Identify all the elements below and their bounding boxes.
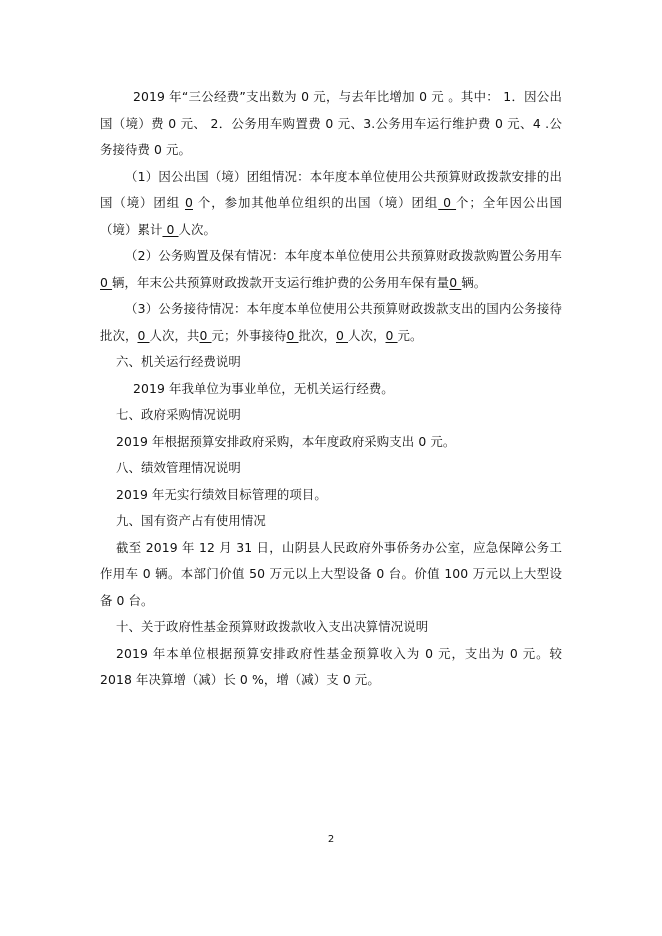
text-run: 元。 <box>166 142 192 157</box>
government-fund-text: 2019 年本单位根据预算安排政府性基金预算收入为 0 元，支出为 0 元。较 2018 年决算增（减）长 0 %，增（减）支 0 元。 <box>100 645 562 687</box>
performance-text: 2019 年无实行绩效目标管理的项目。 <box>116 486 327 502</box>
text-run: 1．因公出国（境）费 <box>100 89 563 131</box>
text-run: 个；全年因公出国（境）累计 <box>100 195 563 237</box>
section-heading-government-fund: 十、关于政府性基金预算财政拨款收入支出决算情况说明 <box>116 619 429 634</box>
underlined-value: 0 <box>137 327 150 343</box>
underlined-value: 0 <box>286 327 299 343</box>
text-run: 人次，共 <box>149 327 200 343</box>
agency-operation-text: 2019 年我单位为事业单位，无机关运行经费。 <box>133 380 394 396</box>
text-run: 0 元、3.公务用车运行维护费 0 元、4 .公务接待费 0 <box>100 115 562 157</box>
procurement-text: 2019 年根据预算安排政府采购，本年度政府采购支出 0 元。 <box>116 433 456 449</box>
text-run: 个，参加其他单位组织的出国（境）团组 <box>193 195 439 210</box>
overseas-delegation-paragraph <box>100 164 562 244</box>
text-run: （3）公务接待情况：本年度本单位使用公共预算财政拨款支出的国内公务接待批次， <box>100 301 562 343</box>
text-run: 辆，年末公共预算财政拨款开支运行维护费的公务用车保有量 <box>112 274 450 290</box>
three-public-expenses-summary <box>100 84 562 164</box>
underlined-value: 0 <box>199 327 212 343</box>
section-heading-state-assets: 九、国有资产占有使用情况 <box>116 513 266 528</box>
underlined-value: 0 <box>335 327 349 343</box>
reception-paragraph <box>100 296 562 349</box>
text-run: 元。 <box>397 327 423 343</box>
section-heading-agency-operation: 六、机关运行经费说明 <box>116 354 241 369</box>
text-run: 0 元、 <box>168 115 207 131</box>
section-heading-procurement: 七、政府采购情况说明 <box>116 407 241 422</box>
underlined-value: 0 <box>162 221 179 237</box>
underlined-value: 0 <box>385 327 398 343</box>
section-heading-performance: 八、绩效管理情况说明 <box>116 460 241 475</box>
underlined-value: 0 <box>449 274 462 290</box>
text-run: 人次， <box>348 327 386 343</box>
state-assets-text: 截至 2019 年 12 月 31 日，山阴县人民政府外事侨务办公室，应急保障公务工作用车 0 辆。本部门价值 50 万元以上大型设备 0 台。价值 100 万元以上大型设备 0 台。 <box>100 539 562 608</box>
underlined-value: 0 <box>185 195 193 210</box>
text-run: （1）因公出国（境）团组情况：本年度本单位使用公共预算财政拨款安排的出国（境）团组 <box>100 168 562 210</box>
text-run: 2．公务用车购置费 <box>206 115 326 131</box>
text-run: 辆。 <box>461 274 487 290</box>
text-run: （2）公务购置及保有情况：本年度本单位使用公共预算财政拨款购置公务用车 <box>125 248 562 263</box>
vehicle-purchase-paragraph <box>100 243 562 296</box>
text-run: 2019 年“三公经费”支出数为 0 元，与去年比增加 0 元 。其中： <box>133 89 500 104</box>
page-number: 2 <box>327 834 335 845</box>
underlined-value: 0 <box>438 195 457 210</box>
text-run: 人次。 <box>178 221 216 237</box>
underlined-value: 0 <box>100 274 113 290</box>
text-run: 批次， <box>298 327 336 343</box>
text-run: 元；外事接待 <box>211 327 287 343</box>
document-body <box>100 84 562 694</box>
